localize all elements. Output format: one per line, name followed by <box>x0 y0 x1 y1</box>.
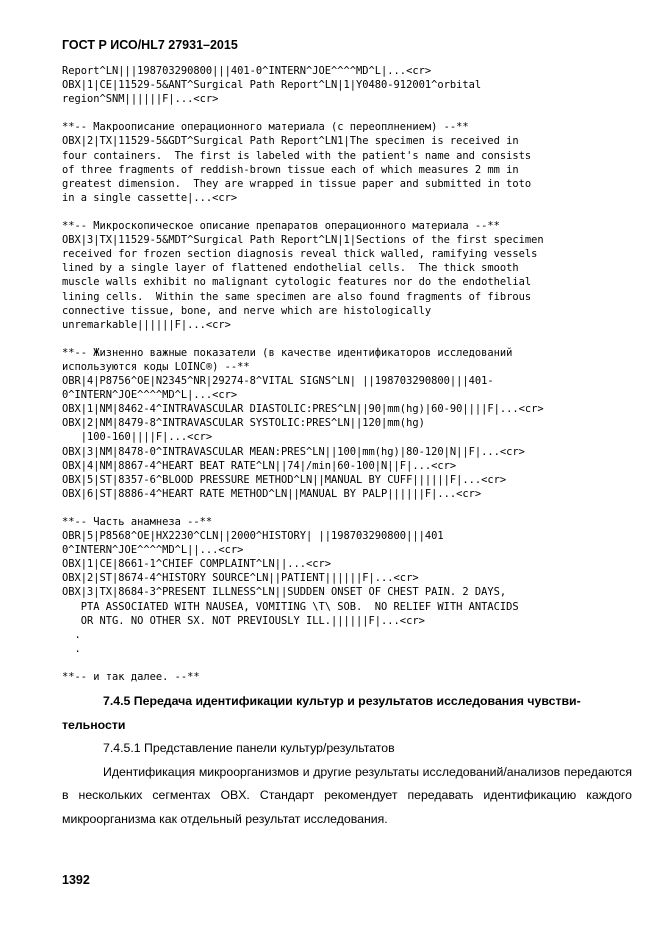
subsection-title: 7.4.5.1 Представление панели культур/результатов <box>103 741 395 755</box>
code-line: **-- Часть анамнеза --** <box>62 516 213 528</box>
code-line: muscle walls exhibit no malignant cytologic features nor do the endothelial <box>62 276 532 289</box>
code-line: OBX|4|NM|8867-4^HEART BEAT RATE^LN||74|/min|60-100|N||F|...<cr> <box>62 459 457 472</box>
code-line: Report^LN|||198703290800|||401-0^INTERN^JOE^^^^MD^L|...<cr> <box>62 65 432 77</box>
code-line: 0^INTERN^JOE^^^^MD^L||...<cr> <box>62 544 244 557</box>
code-line: . <box>62 628 81 641</box>
code-line: **-- Жизненно важные показатели (в качестве идентификаторов исследований <box>62 346 513 359</box>
section-title: 7.4.5 Передача идентификации культур и результатов исследования чувстви-тельности <box>62 694 581 732</box>
code-line: OBX|1|NM|8462-4^INTRAVASCULAR DIASTOLIC:PRES^LN||90|mm(hg)|60-90||||F|...<cr> <box>62 403 544 416</box>
code-line: OBX|1|CE|8661-1^CHIEF COMPLAINT^LN||...<cr> <box>62 558 331 571</box>
code-line: OBX|3|TX|11529-5&MDT^Surgical Path Report^LN|1|Sections of the first specimen <box>62 234 544 247</box>
code-line: используются коды LOINC®) --** <box>62 360 250 373</box>
body-paragraph: Идентификация микроорганизмов и другие результаты исследований/анализов передаются в нескольких сегментах OBX. Стандарт рекомендует передавать идентификацию каждого микроорганизма как отдельный результат исследования. <box>62 764 632 826</box>
code-line: **-- и так далее. --** <box>62 671 200 684</box>
code-line: lining cells. Within the same specimen are also found fragments of fibrous <box>62 290 532 303</box>
section-7-4-5 <box>62 690 632 831</box>
code-line: region^SNM||||||F|...<cr> <box>62 93 219 106</box>
code-line: OBX|5|ST|8357-6^BLOOD PRESSURE METHOD^LN||MANUAL BY CUFF||||||F|...<cr> <box>62 473 507 486</box>
code-line: OBR|4|P8756^OE|N2345^NR|29274-8^VITAL SIGNS^LN| ||198703290800|||401- <box>62 375 494 388</box>
hl7-message-listing <box>62 64 642 684</box>
code-line: OBX|1|CE|11529-5&ANT^Surgical Path Report^LN|1|Y0480-912001^orbital <box>62 79 482 92</box>
code-line: received for frozen section diagnosis reveal thick walled, ramifying vessels <box>62 248 538 261</box>
code-line: unremarkable||||||F|...<cr> <box>62 318 231 331</box>
code-line: OBX|2|NM|8479-8^INTRAVASCULAR SYSTOLIC:PRES^LN||120|mm(hg) <box>62 417 425 430</box>
code-line: 0^INTERN^JOE^^^^MD^L|...<cr> <box>62 389 238 402</box>
code-line: lined by a single layer of flattened endothelial cells. The thick smooth <box>62 262 519 275</box>
page-number: 1392 <box>62 873 90 887</box>
code-line: OR NTG. NO OTHER SX. NOT PREVIOUSLY ILL.||||||F|...<cr> <box>62 614 425 627</box>
document-header: ГОСТ Р ИСО/HL7 27931–2015 <box>62 38 238 52</box>
code-line: in a single cassette|...<cr> <box>62 191 238 204</box>
code-line: OBX|3|NM|8478-0^INTRAVASCULAR MEAN:PRES^LN||100|mm(hg)|80-120|N||F|...<cr> <box>62 445 525 458</box>
blank-line <box>62 106 642 120</box>
code-line: |100-160||||F|...<cr> <box>62 431 213 444</box>
code-line: connective tissue, bone, and nerve which are histologically <box>62 304 432 317</box>
blank-line <box>62 656 642 670</box>
code-line: of three fragments of reddish-brown tissue each of which measures 2 mm in <box>62 163 519 176</box>
code-line: OBR|5|P8568^OE|HX2230^CLN||2000^HISTORY| ||198703290800|||401 <box>62 530 444 543</box>
blank-line <box>62 205 642 219</box>
code-line: OBX|6|ST|8886-4^HEART RATE METHOD^LN||MANUAL BY PALP||||||F|...<cr> <box>62 487 482 500</box>
code-line: OBX|2|TX|11529-5&GDT^Surgical Path Report^LN1|The specimen is received in <box>62 135 519 148</box>
blank-line <box>62 501 642 515</box>
code-line: OBX|3|TX|8684-3^PRESENT ILLNESS^LN||SUDDEN ONSET OF CHEST PAIN. 2 DAYS, <box>62 586 507 599</box>
code-line: OBX|2|ST|8674-4^HISTORY SOURCE^LN||PATIENT||||||F|...<cr> <box>62 572 419 585</box>
code-line: four containers. The first is labeled with the patient's name and consists <box>62 149 532 162</box>
code-line: **-- Микроскопическое описание препаратов операционного материала --** <box>62 220 500 233</box>
blank-line <box>62 332 642 346</box>
code-line: . <box>62 642 81 655</box>
code-line: greatest dimension. They are wrapped in tissue paper and submitted in toto <box>62 177 532 190</box>
code-line: PTA ASSOCIATED WITH NAUSEA, VOMITING \T\ SOB. NO RELIEF WITH ANTACIDS <box>62 600 519 613</box>
code-line: **-- Макроописание операционного материала (с переоплнением) --** <box>62 121 469 134</box>
